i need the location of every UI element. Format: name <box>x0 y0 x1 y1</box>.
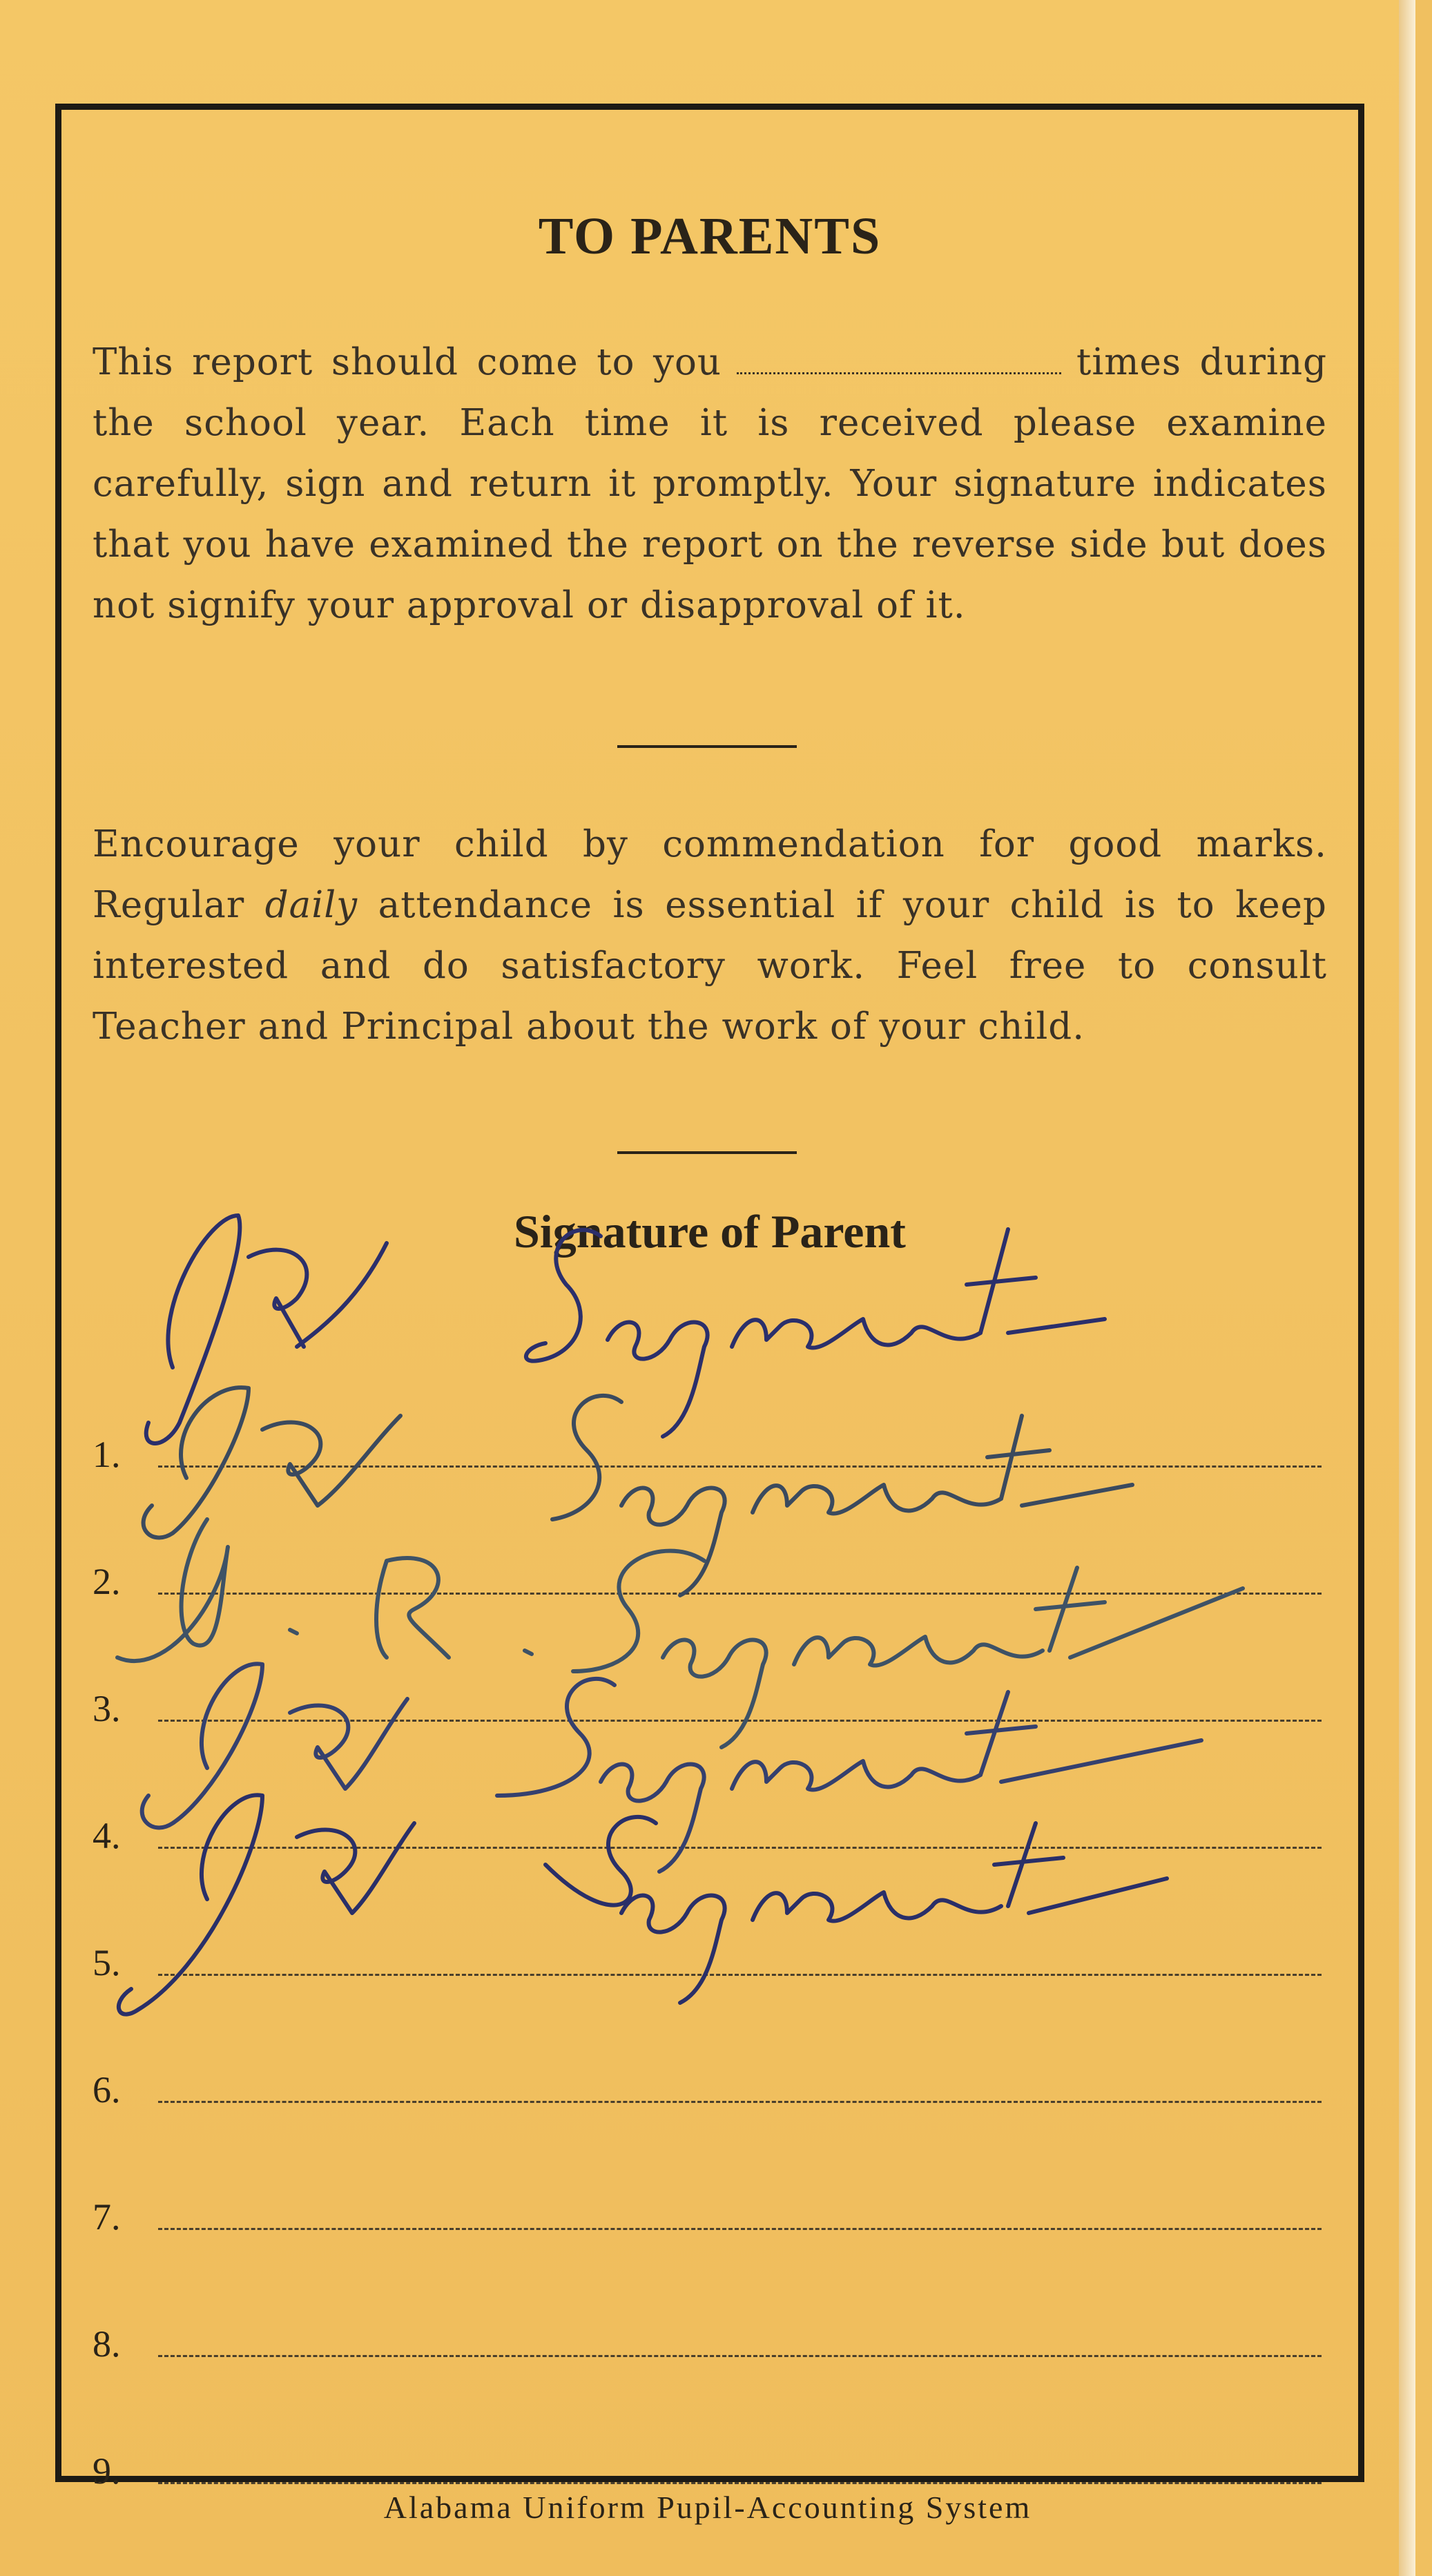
footer-text: Alabama Uniform Pupil-Accounting System <box>383 2490 1032 2525</box>
card-edge <box>1399 0 1415 2576</box>
times-blank-field <box>737 358 1061 374</box>
signature-line-number: 8. <box>93 2323 121 2365</box>
para2-end-text: attendance is essential if your child is to keep interested and do satisfactory work. Feel free to consult Teacher and Principal about the work of your child. <box>93 884 1327 1048</box>
signature-rule <box>158 1720 1322 1722</box>
signature-line-1 <box>93 1422 1322 1477</box>
signature-line-9 <box>93 2439 1322 2494</box>
signature-rule <box>158 2228 1322 2230</box>
para2-start-text: Encourage your child by commendation for good marks. Regular <box>93 823 1327 926</box>
para1-start-text: This report should come to you <box>93 341 722 383</box>
signature-line-5 <box>93 1930 1322 1986</box>
border-frame <box>55 104 1364 2492</box>
signature-rule <box>158 2482 1322 2484</box>
page-title: TO PARENTS <box>538 207 882 265</box>
encouragement-paragraph <box>93 814 1327 1057</box>
signature-rule <box>158 2101 1322 2103</box>
signature-rule <box>158 1593 1322 1595</box>
signature-line-number: 9. <box>93 2450 121 2492</box>
signature-line-3 <box>93 1676 1322 1731</box>
signature-rule <box>158 1465 1322 1468</box>
signature-line-6 <box>93 2057 1322 2113</box>
signature-rule <box>158 1847 1322 1849</box>
instructions-paragraph <box>93 332 1327 636</box>
para2-italic-text: daily <box>264 884 358 926</box>
signature-rule <box>158 2355 1322 2357</box>
signature-line-number: 3. <box>93 1688 121 1729</box>
signature-line-number: 4. <box>93 1815 121 1856</box>
signature-line-8 <box>93 2311 1322 2367</box>
signature-line-number: 7. <box>93 2196 121 2238</box>
signature-line-number: 6. <box>93 2069 121 2111</box>
para1-end-text: times during the school year. Each time it is received please examine carefully, sign and return it promptly. Your signature indicates that you have examined the report on the reverse side but does not signify your approval or disapproval of it. <box>93 341 1328 626</box>
signature-line-number: 2. <box>93 1561 121 1602</box>
signature-line-4 <box>93 1803 1322 1858</box>
signature-line-number: 5. <box>93 1942 121 1983</box>
signature-rule <box>158 1974 1322 1976</box>
signature-line-number: 1. <box>93 1434 121 1475</box>
section-divider <box>617 745 797 748</box>
signature-line-2 <box>93 1549 1322 1604</box>
signature-heading: Signature of Parent <box>514 1205 906 1258</box>
section-divider <box>617 1151 797 1154</box>
signature-line-7 <box>93 2184 1322 2240</box>
